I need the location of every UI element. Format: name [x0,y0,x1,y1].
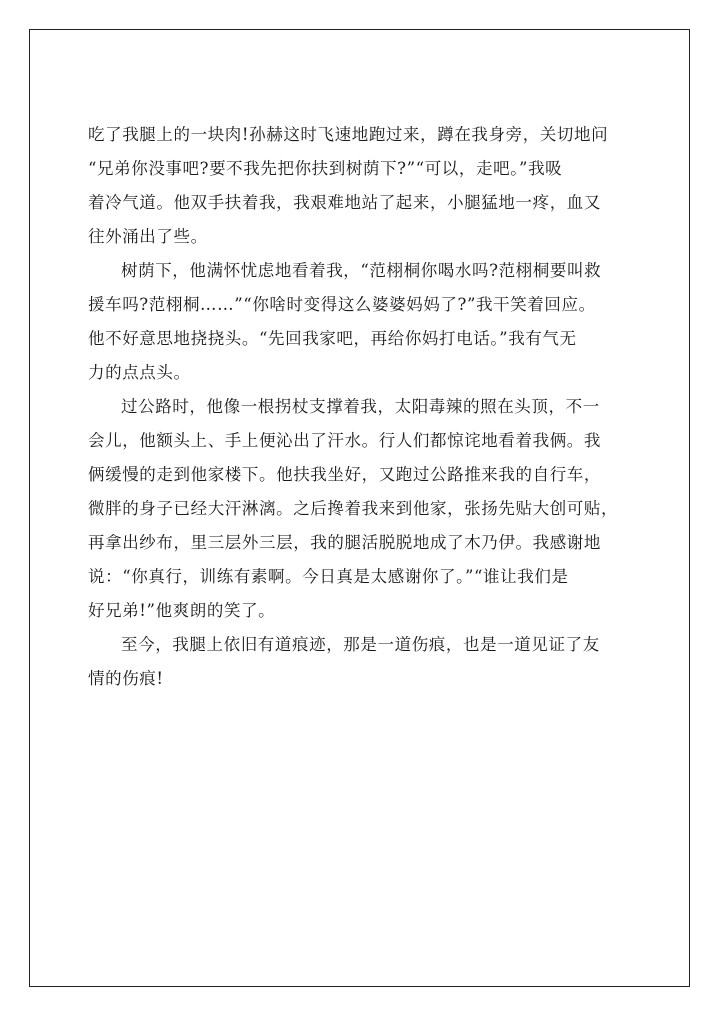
text-line: 援车吗?范栩桐……”“你啥时变得这么婆婆妈妈了?”我干笑着回应。 [88,295,596,314]
text-line-paragraph-start: 至今，我腿上依旧有道痕迹，那是一道伤痕，也是一道见证了友 [121,635,600,654]
text-line-paragraph-start: 过公路时，他像一根拐杖支撑着我，太阳毒辣的照在头顶，不一 [121,397,600,416]
document-body [88,118,663,696]
text-line-paragraph-start: 树荫下，他满怀忧虑地看着我，“范栩桐你喝水吗?范栩桐要叫救 [121,261,602,280]
text-line: 俩缓慢的走到他家楼下。他扶我坐好，又跑过公路推来我的自行车， [88,465,601,484]
text-line: 说：“你真行，训练有素啊。今日真是太感谢你了。”“谁让我们是 [88,567,569,586]
text-line: 好兄弟!”他爽朗的笑了。 [88,601,276,620]
text-line: 往外涌出了些。 [88,227,208,246]
text-line: 会儿，他额头上、手上便沁出了汗水。行人们都惊诧地看着我俩。我 [88,431,601,450]
text-line: “兄弟你没事吧?要不我先把你扶到树荫下?”“可以，走吧。”我吸 [88,159,563,178]
text-line: 再拿出纱布，里三层外三层，我的腿活脱脱地成了木乃伊。我感谢地 [88,533,601,552]
text-line: 吃了我腿上的一块肉!孙赫这时飞速地跑过来，蹲在我身旁，关切地问 [88,125,609,144]
text-line: 力的点点头。 [88,363,191,382]
document-page [29,29,690,987]
text-line: 着冷气道。他双手扶着我，我艰难地站了起来，小腿猛地一疼，血又 [88,193,601,212]
text-line: 他不好意思地挠挠头。“先回我家吧，再给你妈打电话。”我有气无 [88,329,577,348]
text-line: 情的伤痕! [88,669,164,688]
text-line: 微胖的身子已经大汗淋漓。之后搀着我来到他家，张扬先贴大创可贴， [88,499,619,518]
